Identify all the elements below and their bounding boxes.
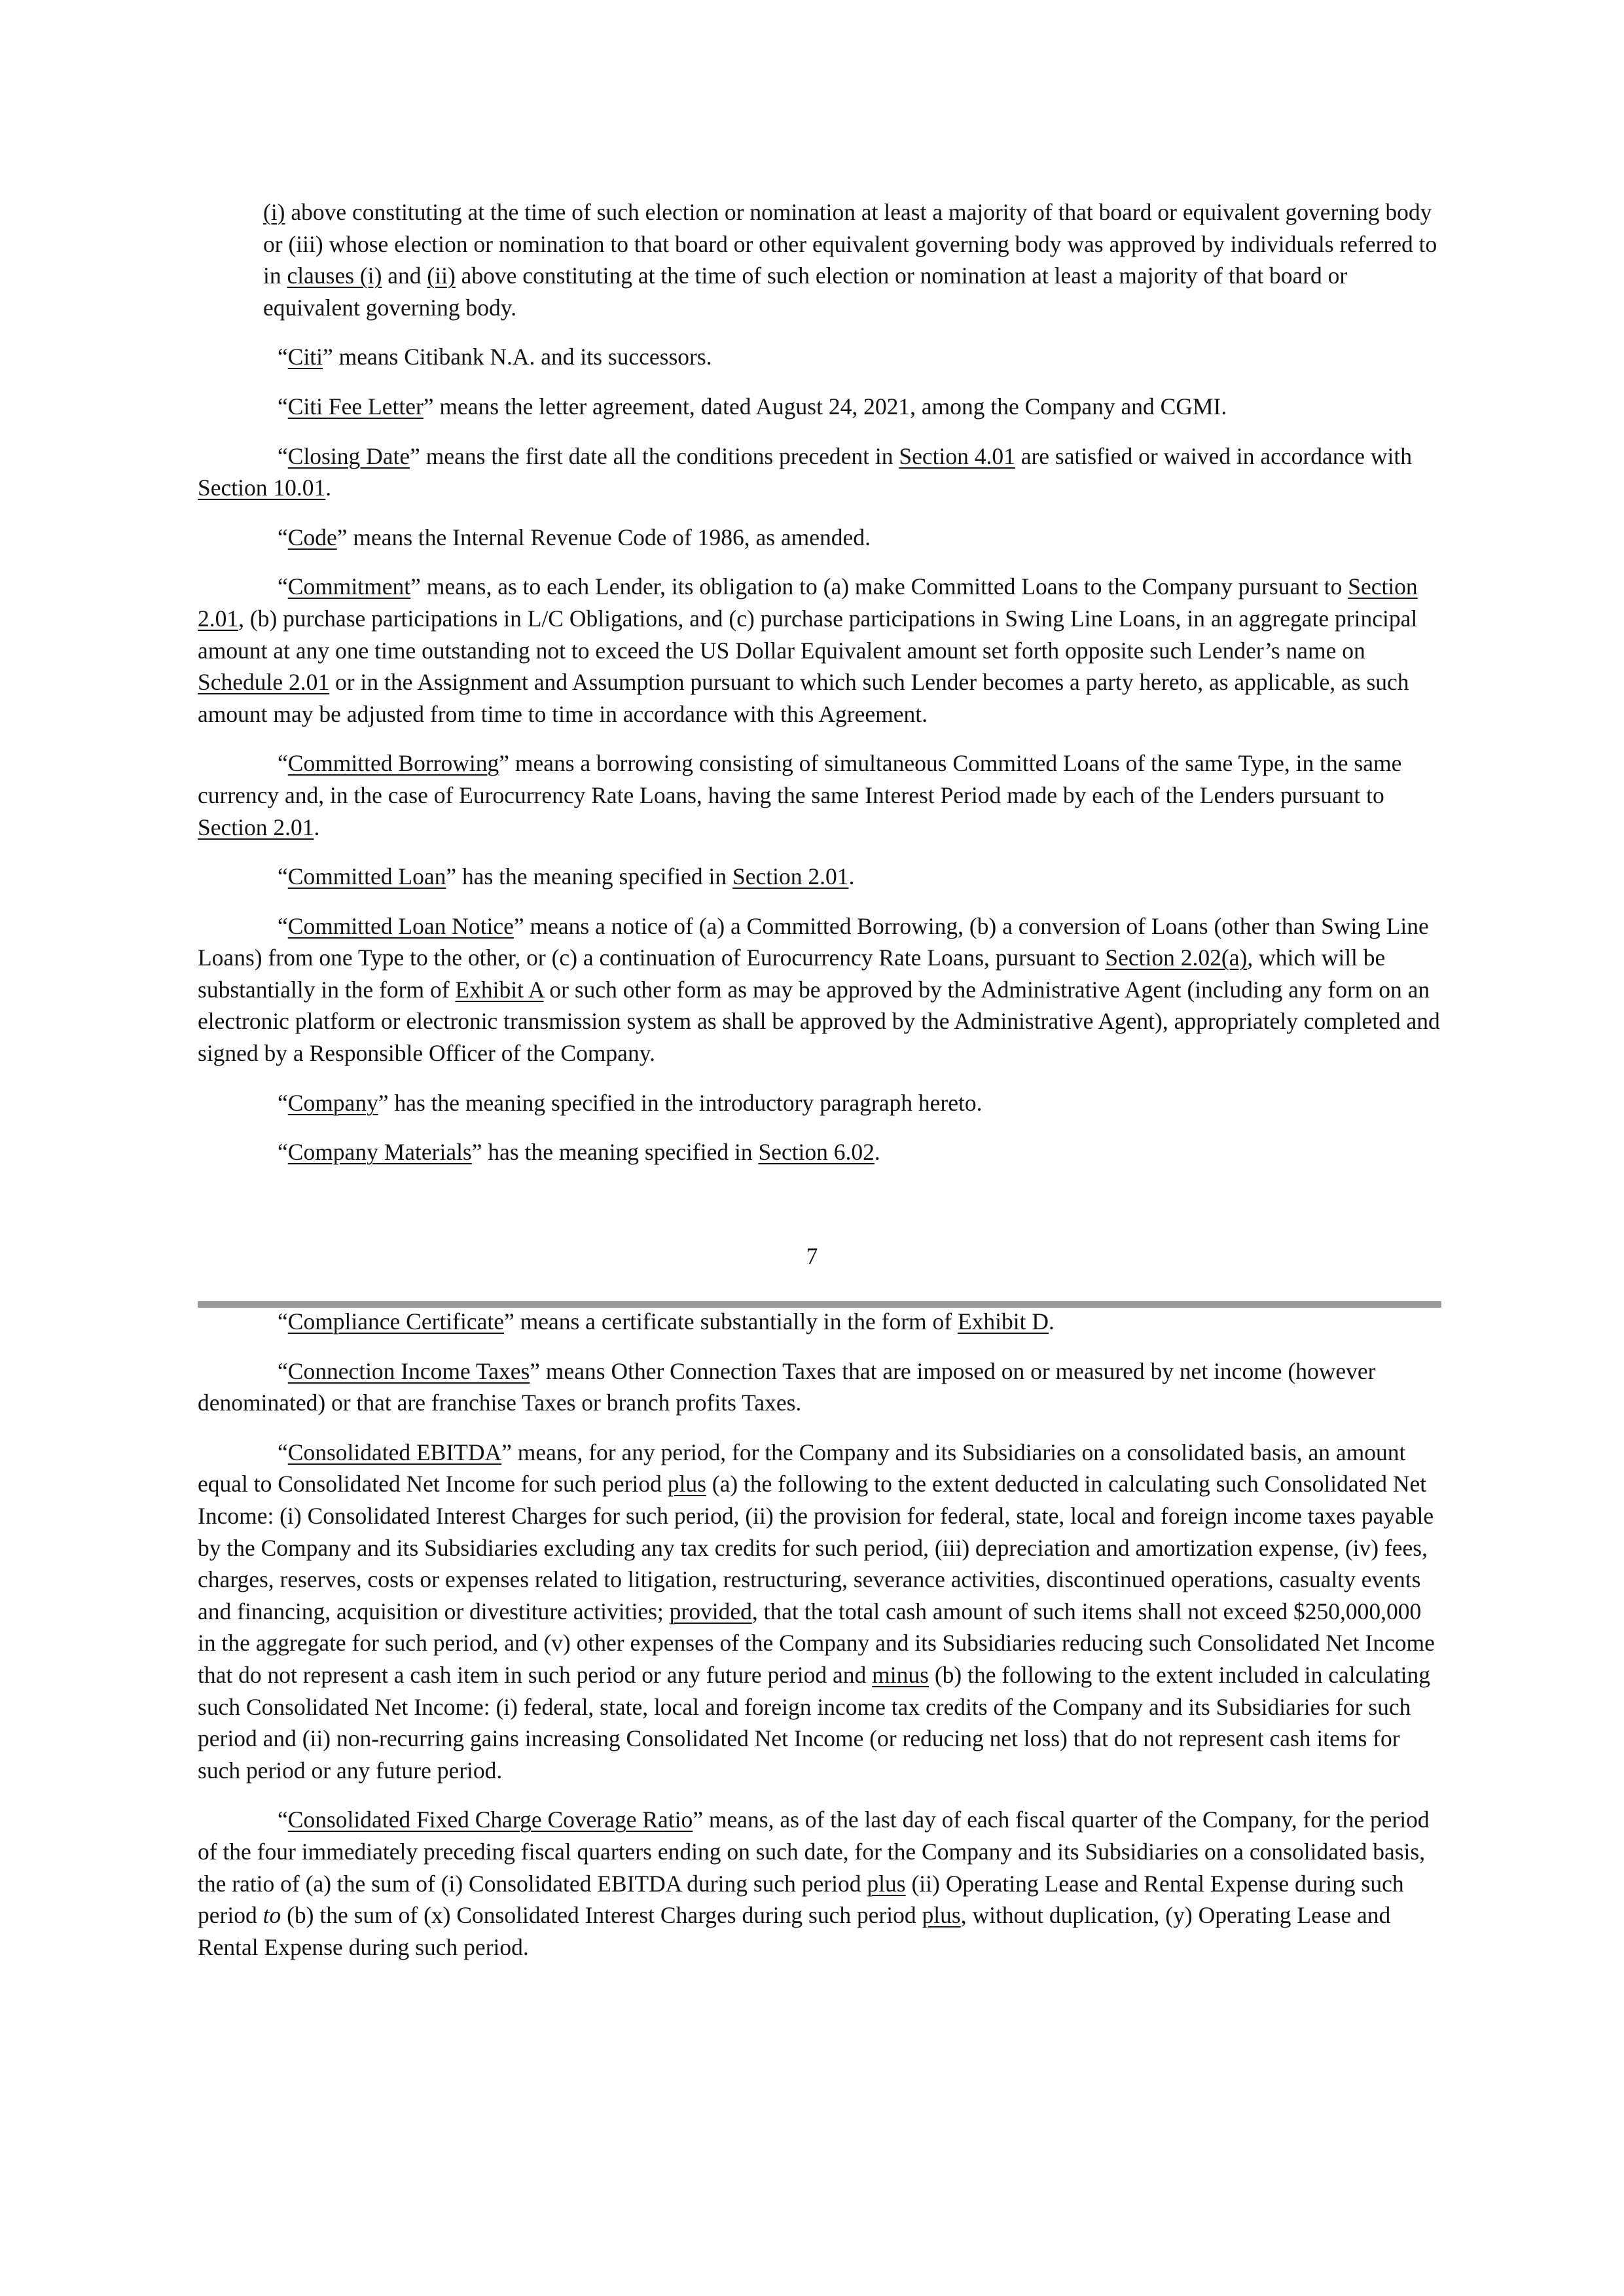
defined-term: Citi [287,344,323,370]
emphasized-word: plus [667,1471,706,1498]
definition-committed-loan: “Committed Loan” has the meaning specified in Section 2.01. [278,863,855,890]
definition-citi-fee-letter: “Citi Fee Letter” means the letter agreement, dated August 24, 2021, among the Company and CGMI. [278,393,1227,420]
defined-term: Committed Loan Notice [287,912,514,939]
italic-word: to [262,1902,281,1929]
definition-citi: “Citi” means Citibank N.A. and its successors. [278,344,712,370]
defined-term: Commitment [287,573,411,600]
section-reference[interactable]: Section 2.01 [198,573,1418,632]
page-number: 7 [806,1243,818,1269]
defined-term: Citi Fee Letter [287,393,424,420]
page-8-body [198,1306,1441,1981]
section-reference[interactable]: Section 4.01 [899,442,1015,469]
emphasized-word: minus [872,1661,929,1688]
defined-term: Connection Income Taxes [287,1357,530,1384]
emphasized-word: provided [669,1598,752,1624]
emphasized-word: plus [867,1870,906,1897]
defined-term: Company [287,1089,378,1116]
defined-term: Closing Date [287,442,410,469]
defined-term: Committed Borrowing [287,750,499,777]
definition-consolidated-ebitda: “Consolidated EBITDA” means, for any period, for the Company and its Subsidiaries on a consolidated basis, an amount equal to Consolidated Net Income for such period plus (a) the following to the extent deducted in calculating such Consolidated Net Income: (i) Consolidated Interest Charges for such period, (ii) the provision for federal, state, local and foreign income taxes payable by the Company and its Subsidiaries excluding any tax credits for such period, (iii) depreciation and amortization expense, (iv) fees, charges, reserves, costs or expenses related to litigation, restructuring, severance activities, discontinued operations, casualty events and financing, acquisition or divestiture activities; provided, that the total cash amount of such items shall not exceed $250,000,000 in the aggregate for such period, and (v) other expenses of the Company and its Subsidiaries reducing such Consolidated Net Income that do not represent a cash item in such period or any future period and minus (b) the following to the extent included in calculating such Consolidated Net Income: (i) federal, state, local and foreign income tax credits of the Company and its Subsidiaries for such period and (ii) non-recurring gains increasing Consolidated Net Income (or reducing net loss) that do not represent cash items for such period or any future period. [198,1439,1435,1784]
emphasized-word: plus [922,1902,961,1929]
defined-term: Consolidated EBITDA [287,1439,502,1465]
clause-reference[interactable]: (ii) [427,262,456,289]
section-reference[interactable]: Section 10.01 [198,475,326,501]
clause-reference[interactable]: (i) [263,199,285,225]
definition-commitment: “Commitment” means, as to each Lender, its obligation to (a) make Committed Loans to the Company pursuant to Section 2.01, (b) purchase participations in L/C Obligations, and (c) purchase participations in Swing Line Loans, in an aggregate principal amount at any one time outstanding not to exceed the US Dollar Equivalent amount set forth opposite such Lender’s name on Schedule 2.01 or in the Assignment and Assumption pursuant to which such Lender becomes a party hereto, as applicable, as such amount may be adjusted from time to time in accordance with this Agreement. [198,573,1418,727]
section-reference[interactable]: Section 6.02 [758,1139,875,1166]
section-reference[interactable]: Section 2.01 [198,814,314,840]
definition-compliance-certificate: “Compliance Certificate” means a certificate substantially in the form of Exhibit D. [278,1308,1055,1335]
definition-closing-date: “Closing Date” means the first date all the conditions precedent in Section 4.01 are satisfied or waived in accordance with Section 10.01. [198,442,1413,501]
definition-committed-loan-notice: “Committed Loan Notice” means a notice of (a) a Committed Borrowing, (b) a conversion of Loans (other than Swing Line Loans) from one Type to the other, or (c) a continuation of Eurocurrency Rate Loans, pursuant to Section 2.02(a), which will be substantially in the form of Exhibit A or such other form as may be approved by the Administrative Agent (including any form on an electronic platform or electronic transmission system as shall be approved by the Administrative Agent), appropriately completed and signed by a Responsible Officer of the Company. [198,912,1440,1067]
page-7-body [198,196,1441,1186]
defined-term: Code [287,524,337,550]
definition-company-materials: “Company Materials” has the meaning specified in Section 6.02. [278,1139,880,1166]
defined-term: Compliance Certificate [287,1308,504,1335]
schedule-reference[interactable]: Schedule 2.01 [198,669,330,696]
section-reference[interactable]: Section 2.01 [732,863,849,890]
clause-reference[interactable]: clauses (i) [287,262,382,289]
defined-term: Company Materials [287,1139,472,1166]
exhibit-reference[interactable]: Exhibit D [957,1308,1049,1335]
exhibit-reference[interactable]: Exhibit A [455,976,544,1003]
defined-term: Committed Loan [287,863,446,890]
definition-consolidated-fixed-charge-coverage-ratio: “Consolidated Fixed Charge Coverage Ratio” means, as of the last day of each fiscal quarter of the Company, for the period of the four immediately preceding fiscal quarters ending on such date, for the Company and its Subsidiaries on a consolidated basis, the ratio of (a) the sum of (i) Consolidated EBITDA during such period plus (ii) Operating Lease and Rental Expense during such period to (b) the sum of (x) Consolidated Interest Charges during such period plus, without duplication, (y) Operating Lease and Rental Expense during such period. [198,1806,1430,1960]
definition-code: “Code” means the Internal Revenue Code of 1986, as amended. [278,524,871,550]
definition-connection-income-taxes: “Connection Income Taxes” means Other Connection Taxes that are imposed on or measured by net income (however denominated) or that are franchise Taxes or branch profits Taxes. [198,1357,1376,1416]
defined-term: Consolidated Fixed Charge Coverage Ratio [287,1806,693,1833]
definition-committed-borrowing: “Committed Borrowing” means a borrowing consisting of simultaneous Committed Loans of the same Type, in the same currency and, in the case of Eurocurrency Rate Loans, having the same Interest Period made by each of the Lenders pursuant to Section 2.01. [198,750,1402,840]
continued-definition-paragraph: (i) above constituting at the time of such election or nomination at least a majority of that board or equivalent governing body or (iii) whose election or nomination to that board or other equivalent governing body was approved by individuals referred to in clauses (i) and (ii) above constituting at the time of such election or nomination at least a majority of that board or equivalent governing body. [263,199,1437,321]
definition-company: “Company” has the meaning specified in the introductory paragraph hereto. [278,1089,983,1116]
section-reference[interactable]: Section 2.02(a) [1105,944,1248,971]
